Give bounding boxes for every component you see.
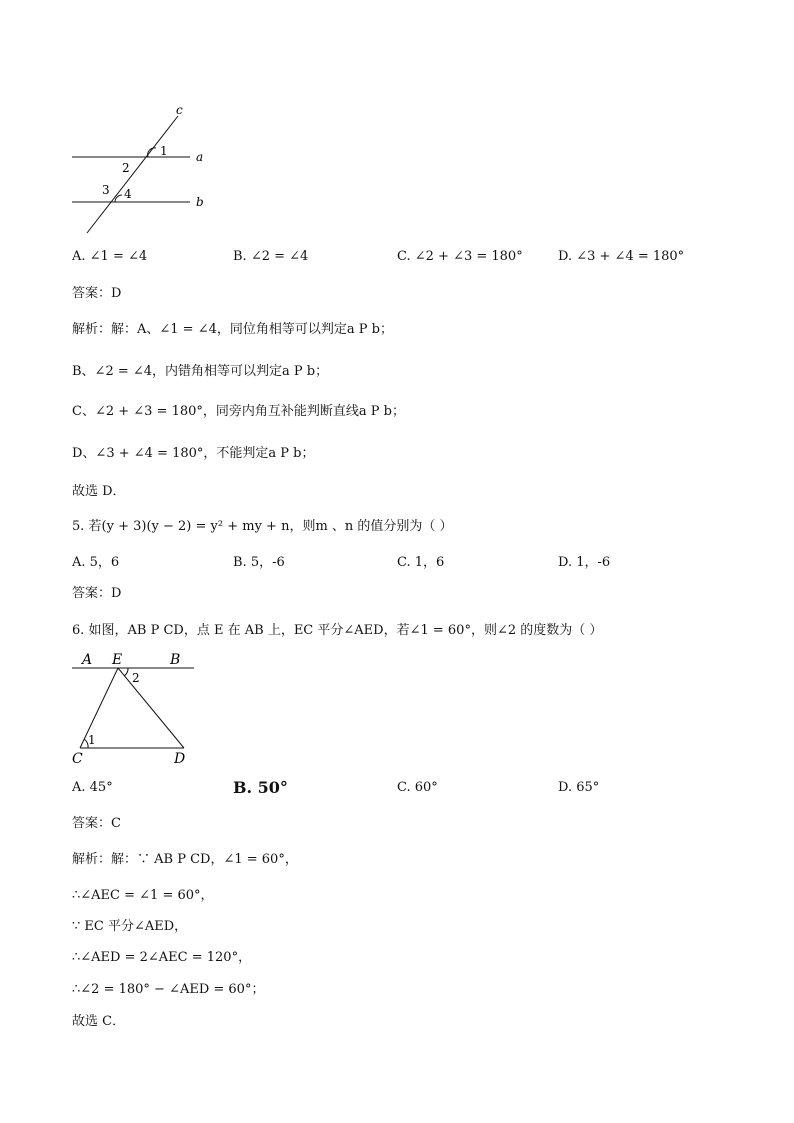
q5-option-d: D. 1，-6: [558, 555, 611, 570]
label-point-c: C: [72, 751, 83, 767]
q5-option-b: B. 5，-6: [233, 555, 285, 570]
segment-ec: [80, 668, 118, 748]
triangle-figure: [66, 646, 206, 770]
label-angle-3: 3: [102, 183, 110, 197]
q4-analysis-line-2: B、∠2 = ∠4，内错角相等可以判定a P b；: [72, 364, 329, 379]
q6-analysis-line-4: ∴∠AED = 2∠AEC = 120°，: [72, 950, 252, 965]
label-point-e: E: [112, 652, 123, 668]
q5-question: 5. 若(y + 3)(y − 2) = y² + my + n，则m 、n 的值分别为（ ）: [72, 519, 453, 534]
line-c: [87, 116, 178, 233]
q6-answer: 答案：C: [72, 816, 121, 831]
label-angle-4: 4: [124, 187, 132, 201]
q6-analysis-line-2: ∴∠AEC = ∠1 = 60°，: [72, 888, 214, 903]
label-angle-2: 2: [122, 161, 130, 175]
q6-analysis-line-6: 故选 C．: [72, 1014, 126, 1029]
q6-option-a: A. 45°: [72, 780, 113, 795]
label-angle-1: 1: [88, 733, 96, 747]
q4-analysis-line-4: D、∠3 + ∠4 = 180°，不能判定a P b；: [72, 446, 315, 461]
label-angle-2: 2: [132, 671, 140, 685]
angle-2-arc: [124, 668, 128, 676]
q6-option-b: B. 50°: [233, 778, 288, 797]
q6-question: 6. 如图，AB P CD，点 E 在 AB 上，EC 平分∠AED，若∠1 = 60°，则∠2 的度数为（ ）: [72, 623, 603, 638]
segment-ed: [118, 668, 184, 748]
q4-analysis-line-3: C、∠2 + ∠3 = 180°，同旁内角互补能判断直线a P b；: [72, 404, 405, 419]
label-angle-1: 1: [160, 144, 168, 158]
label-point-a: A: [82, 652, 93, 668]
q5-option-c: C. 1，6: [397, 555, 445, 570]
q4-option-a: A. ∠1 = ∠4: [72, 249, 148, 264]
q4-answer: 答案：D: [72, 286, 122, 301]
q6-option-d: D. 65°: [558, 780, 600, 795]
label-a: a: [196, 150, 204, 164]
label-c: c: [176, 103, 183, 117]
q6-analysis-line-3: ∵ EC 平分∠AED，: [72, 919, 188, 934]
q4-option-c: C. ∠2 + ∠3 = 180°: [397, 249, 523, 264]
label-point-b: B: [170, 652, 181, 668]
q6-analysis-line-1: 解析：解：∵ AB P CD，∠1 = 60°，: [72, 852, 298, 867]
parallel-lines-figure: [60, 100, 220, 240]
label-b: b: [196, 195, 204, 209]
q4-option-d: D. ∠3 + ∠4 = 180°: [558, 249, 685, 264]
q5-option-a: A. 5，6: [72, 555, 120, 570]
q4-analysis-line-5: 故选 D．: [72, 484, 126, 499]
label-point-d: D: [174, 751, 186, 767]
q4-analysis-line-1: 解析：解：A、∠1 = ∠4，同位角相等可以判定a P b；: [72, 322, 393, 337]
q6-option-c: C. 60°: [397, 780, 438, 795]
q4-option-b: B. ∠2 = ∠4: [233, 249, 309, 264]
q6-analysis-line-5: ∴∠2 = 180° − ∠AED = 60°；: [72, 982, 265, 997]
q5-answer: 答案：D: [72, 586, 122, 601]
